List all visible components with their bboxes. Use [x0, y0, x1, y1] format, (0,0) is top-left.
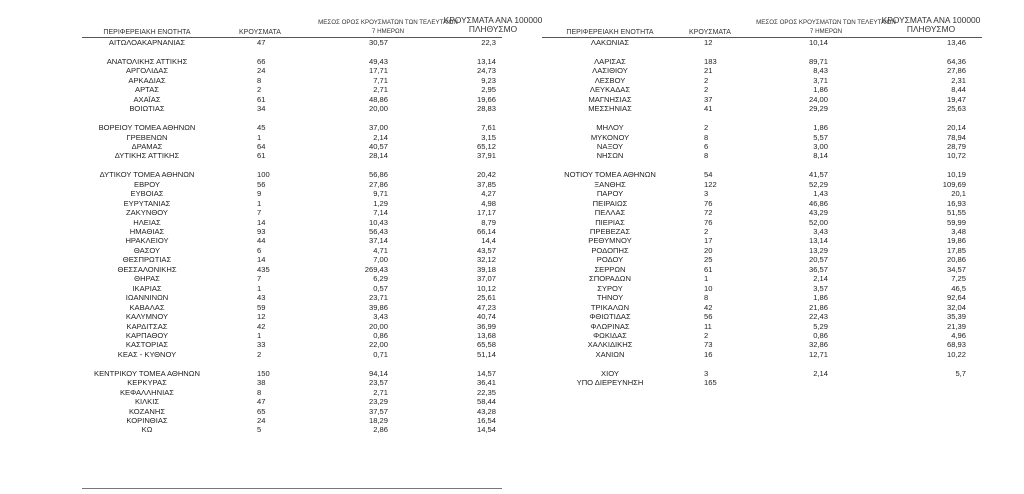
per100k-value: 28,79	[946, 141, 966, 151]
cases-value: 24	[257, 66, 266, 76]
region-name: ΤΗΝΟΥ	[596, 293, 624, 303]
cases-value: 2	[704, 330, 709, 340]
cases-value: 72	[704, 208, 713, 218]
table-row	[0, 104, 1024, 114]
per100k-value: 8,44	[951, 85, 966, 95]
per100k-value: 13,46	[946, 38, 966, 47]
cases-value: 34	[257, 104, 266, 114]
avg7-value: 28,14	[368, 151, 388, 161]
per100k-value: 78,94	[946, 132, 966, 142]
cases-value: 61	[704, 264, 713, 274]
cases-value: 1	[257, 283, 262, 293]
region-name: ΚΑΛΥΜΝΟΥ	[125, 312, 169, 322]
per100k-value: 4,27	[481, 189, 496, 199]
per100k-value: 36,41	[476, 378, 496, 388]
avg7-value: 3,00	[813, 141, 828, 151]
per100k-value: 27,86	[946, 66, 966, 76]
per100k-value: 2,31	[951, 75, 966, 85]
region-name: ΧΑΝΙΩΝ	[595, 349, 625, 359]
avg7-value: 2,14	[373, 132, 388, 142]
region-name: ΙΩΑΝΝΙΝΩΝ	[125, 293, 169, 303]
cases-value: 16	[704, 349, 713, 359]
region-name: ΑΡΤΑΣ	[135, 85, 159, 95]
region-name: ΑΧΑΪΑΣ	[133, 94, 161, 104]
per100k-value: 46,5	[951, 283, 966, 293]
region-name: ΡΟΔΟΥ	[596, 255, 624, 265]
region-name: ΝΑΞΟΥ	[596, 141, 624, 151]
cases-value: 14	[257, 217, 266, 227]
cases-value: 11	[704, 321, 712, 331]
cases-value: 5	[257, 425, 262, 435]
cases-value: 12	[257, 312, 266, 322]
avg7-value: 7,71	[373, 75, 388, 85]
per100k-value: 14,54	[476, 425, 496, 435]
avg7-value: 9,71	[373, 189, 388, 199]
region-name: ΑΙΤΩΛΟΑΚΑΡΝΑΝΙΑΣ	[108, 38, 186, 47]
region-name: ΒΟΡΕΙΟΥ ΤΟΜΕΑ ΑΘΗΝΩΝ	[98, 123, 196, 133]
per100k-value: 68,93	[946, 340, 966, 350]
cases-value: 1	[257, 132, 262, 142]
per100k-value: 25,61	[476, 293, 496, 303]
region-name: ΛΕΥΚΑΔΑΣ	[589, 85, 631, 95]
cases-value: 45	[257, 123, 266, 133]
region-name: ΦΛΩΡΙΝΑΣ	[590, 321, 630, 331]
avg7-value: 49,43	[368, 56, 388, 66]
avg7-value: 7,00	[373, 255, 388, 265]
cases-value: 8	[257, 387, 262, 397]
avg7-value: 21,86	[808, 302, 828, 312]
table-row	[0, 38, 1024, 48]
region-name: ΚΑΒΑΛΑΣ	[129, 302, 165, 312]
region-name: ΗΜΑΘΙΑΣ	[129, 227, 165, 236]
per100k-value: 64,36	[946, 56, 966, 66]
region-name: ΡΟΔΟΠΗΣ	[591, 245, 629, 255]
region-name: ΥΠΟ ΔΙΕΡΕΥΝΗΣΗ	[576, 378, 644, 388]
cases-value: 7	[257, 208, 262, 218]
avg7-value: 7,14	[373, 208, 388, 218]
cases-value: 21	[704, 66, 713, 76]
avg7-value: 37,14	[368, 236, 388, 246]
region-name: ΔΥΤΙΚΟΥ ΤΟΜΕΑ ΑΘΗΝΩΝ	[99, 170, 195, 180]
avg7-value: 5,57	[813, 132, 828, 142]
per100k-value: 7,25	[951, 274, 966, 284]
cases-value: 6	[704, 141, 709, 151]
avg7-value: 2,71	[373, 387, 388, 397]
cases-value: 2	[704, 85, 709, 95]
avg7-value: 1,86	[813, 293, 828, 303]
per100k-value: 10,19	[946, 170, 966, 180]
cases-value: 47	[257, 38, 266, 47]
per100k-value: 8,79	[481, 217, 496, 227]
cases-value: 76	[704, 217, 713, 227]
per100k-value: 22,35	[476, 387, 496, 397]
cases-value: 38	[257, 378, 266, 388]
avg7-value: 29,29	[808, 104, 828, 114]
per100k-value: 20,42	[476, 170, 496, 180]
per100k-value: 34,57	[946, 264, 966, 274]
avg7-value: 23,71	[368, 293, 388, 303]
per100k-value: 14,57	[476, 368, 496, 378]
table-row	[0, 350, 1024, 360]
avg7-value: 269,43	[364, 264, 388, 274]
region-name: ΚΑΣΤΟΡΙΑΣ	[125, 340, 169, 350]
region-name: ΠΑΡΟΥ	[596, 189, 624, 199]
right-header-region: ΠΕΡΙΦΕΡΕΙΑΚΗ ΕΝΟΤΗΤΑ	[566, 29, 654, 36]
cases-value: 42	[257, 321, 266, 331]
avg7-value: 0,57	[373, 283, 388, 293]
per100k-value: 14,4	[481, 236, 496, 246]
region-name: ΞΑΝΘΗΣ	[594, 179, 626, 189]
cases-value: 24	[257, 416, 266, 425]
cases-value: 56	[257, 179, 266, 189]
cases-value: 54	[704, 170, 713, 180]
cases-value: 2	[257, 349, 262, 359]
per100k-value: 25,63	[946, 104, 966, 114]
per100k-value: 13,68	[476, 330, 496, 340]
left-header-per100k: ΚΡΟΥΣΜΑΤΑ ΑΝΑ 100000 ΠΛΗΘΥΣΜΟ	[443, 15, 543, 34]
region-name: ΚΕΦΑΛΛΗΝΙΑΣ	[119, 387, 175, 397]
avg7-value: 32,86	[808, 340, 828, 350]
per100k-value: 24,73	[476, 66, 496, 76]
region-name: ΕΥΡΥΤΑΝΙΑΣ	[123, 198, 171, 208]
left-header-cases: ΚΡΟΥΣΜΑΤΑ	[239, 29, 281, 36]
per100k-value: 3,48	[951, 227, 966, 236]
region-name: ΧΙΟΥ	[601, 368, 619, 378]
region-name: ΚΩ	[141, 425, 153, 435]
avg7-value: 1,29	[373, 198, 388, 208]
avg7-value: 3,57	[813, 283, 828, 293]
avg7-value: 22,00	[368, 340, 388, 350]
cases-value: 17	[704, 236, 713, 246]
region-name: ΓΡΕΒΕΝΩΝ	[126, 132, 168, 142]
avg7-value: 3,71	[813, 75, 828, 85]
avg7-value: 20,57	[808, 255, 828, 265]
avg7-value: 10,14	[808, 38, 828, 47]
region-name: ΠΙΕΡΙΑΣ	[595, 217, 625, 227]
region-name: ΠΕΙΡΑΙΩΣ	[592, 198, 628, 208]
avg7-value: 20,00	[368, 321, 388, 331]
cases-value: 33	[257, 340, 266, 350]
avg7-value: 4,71	[373, 245, 388, 255]
per100k-value: 5,7	[955, 368, 966, 378]
avg7-value: 41,57	[808, 170, 828, 180]
per100k-value: 40,74	[476, 312, 496, 322]
left-bottom-rule	[82, 488, 502, 489]
cases-value: 14	[257, 255, 266, 265]
avg7-value: 8,43	[813, 66, 828, 76]
cases-value: 165	[704, 378, 717, 388]
cases-value: 1	[257, 198, 262, 208]
avg7-value: 12,71	[808, 349, 828, 359]
cases-value: 65	[257, 406, 266, 416]
cases-value: 76	[704, 198, 713, 208]
cases-value: 3	[704, 368, 709, 378]
region-name: ΗΛΕΙΑΣ	[133, 217, 161, 227]
cases-value: 8	[704, 132, 709, 142]
region-name: ΛΕΣΒΟΥ	[594, 75, 626, 85]
region-name: ΚΕΝΤΡΙΚΟΥ ΤΟΜΕΑ ΑΘΗΝΩΝ	[94, 368, 200, 378]
avg7-value: 46,86	[808, 198, 828, 208]
cases-value: 8	[704, 293, 709, 303]
avg7-value: 6,29	[373, 274, 388, 284]
cases-value: 2	[704, 75, 709, 85]
cases-value: 44	[257, 236, 266, 246]
avg7-value: 37,00	[368, 123, 388, 133]
region-name: ΣΥΡΟΥ	[597, 283, 623, 293]
cases-value: 37	[704, 94, 713, 104]
region-name: ΦΘΙΩΤΙΔΑΣ	[589, 312, 631, 322]
region-name: ΜΑΓΝΗΣΙΑΣ	[588, 94, 632, 104]
avg7-value: 20,00	[368, 104, 388, 114]
region-name: ΠΕΛΛΑΣ	[594, 208, 626, 218]
left-header-avg7: ΜΕΣΟΣ ΟΡΟΣ ΚΡΟΥΣΜΑΤΩΝ ΤΩΝ ΤΕΛΕΥΤΑΙΩΝ 7 ΗΜΕΡΩΝ	[318, 19, 458, 35]
avg7-value: 17,71	[368, 66, 388, 76]
avg7-value: 94,14	[368, 368, 388, 378]
per100k-value: 51,14	[476, 349, 496, 359]
region-name: ΣΠΟΡΑΔΩΝ	[589, 274, 631, 284]
avg7-value: 89,71	[808, 56, 828, 66]
avg7-value: 0,86	[813, 330, 828, 340]
region-name: ΜΥΚΟΝΟΥ	[590, 132, 630, 142]
region-name: ΘΕΣΠΡΩΤΙΑΣ	[122, 255, 172, 265]
per100k-value: 16,93	[946, 198, 966, 208]
region-name: ΚΑΡΠΑΘΟΥ	[125, 330, 169, 340]
table-row	[0, 425, 1024, 435]
region-name: ΛΑΡΙΣΑΣ	[594, 56, 626, 66]
per100k-value: 10,22	[946, 349, 966, 359]
cases-value: 183	[704, 56, 717, 66]
region-name: ΚΑΡΔΙΤΣΑΣ	[126, 321, 168, 331]
avg7-value: 52,29	[808, 179, 828, 189]
per100k-value: 51,55	[946, 208, 966, 218]
cases-value: 6	[257, 245, 262, 255]
cases-value: 61	[257, 94, 266, 104]
per100k-value: 20,14	[946, 123, 966, 133]
per100k-value: 35,39	[946, 312, 966, 322]
region-name: ΑΝΑΤΟΛΙΚΗΣ ΑΤΤΙΚΗΣ	[106, 56, 188, 66]
region-name: ΔΥΤΙΚΗΣ ΑΤΤΙΚΗΣ	[114, 151, 180, 161]
cases-value: 8	[257, 75, 262, 85]
per100k-value: 9,23	[481, 75, 496, 85]
avg7-value: 36,57	[808, 264, 828, 274]
per100k-value: 20,1	[951, 189, 966, 199]
avg7-value: 37,57	[368, 406, 388, 416]
right-header-cases: ΚΡΟΥΣΜΑΤΑ	[689, 29, 731, 36]
region-name: ΘΗΡΑΣ	[134, 274, 160, 284]
avg7-value: 56,86	[368, 170, 388, 180]
avg7-value: 0,86	[373, 330, 388, 340]
region-name: ΑΡΚΑΔΙΑΣ	[128, 75, 166, 85]
cases-value: 2	[704, 227, 709, 236]
region-name: ΠΡΕΒΕΖΑΣ	[589, 227, 631, 236]
avg7-value: 22,43	[808, 312, 828, 322]
per100k-value: 65,58	[476, 340, 496, 350]
cases-value: 8	[704, 151, 709, 161]
avg7-value: 1,86	[813, 85, 828, 95]
avg7-value: 48,86	[368, 94, 388, 104]
avg7-value: 1,86	[813, 123, 828, 133]
per100k-value: 32,12	[476, 255, 496, 265]
avg7-value: 39,86	[368, 302, 388, 312]
per100k-value: 21,39	[946, 321, 966, 331]
avg7-value: 2,14	[813, 274, 828, 284]
region-name: ΗΡΑΚΛΕΙΟΥ	[125, 236, 169, 246]
avg7-value: 13,29	[808, 245, 828, 255]
region-name: ΚΙΛΚΙΣ	[134, 397, 160, 407]
cases-value: 100	[257, 170, 270, 180]
per100k-value: 10,72	[946, 151, 966, 161]
per100k-value: 37,91	[476, 151, 496, 161]
region-name: ΑΡΓΟΛΙΔΑΣ	[125, 66, 169, 76]
region-name: ΚΟΡΙΝΘΙΑΣ	[126, 416, 168, 425]
region-name: ΤΡΙΚΑΛΩΝ	[590, 302, 630, 312]
right-header-avg7: ΜΕΣΟΣ ΟΡΟΣ ΚΡΟΥΣΜΑΤΩΝ ΤΩΝ ΤΕΛΕΥΤΑΙΩΝ 7 ΗΜΕΡΩΝ	[756, 19, 896, 35]
per100k-value: 66,14	[476, 227, 496, 236]
region-name: ΕΒΡΟΥ	[134, 179, 160, 189]
per100k-value: 7,61	[481, 123, 496, 133]
cases-value: 42	[704, 302, 713, 312]
per100k-value: 17,85	[946, 245, 966, 255]
region-name: ΛΑΣΙΘΙΟΥ	[592, 66, 628, 76]
per100k-value: 2,95	[481, 85, 496, 95]
region-name: ΔΡΑΜΑΣ	[131, 141, 163, 151]
per100k-value: 13,14	[476, 56, 496, 66]
per100k-value: 65,12	[476, 141, 496, 151]
avg7-value: 52,00	[808, 217, 828, 227]
region-name: ΡΕΘΥΜΝΟΥ	[588, 236, 632, 246]
per100k-value: 17,17	[476, 208, 496, 218]
cases-value: 1	[257, 330, 262, 340]
cases-value: 2	[257, 85, 262, 95]
per100k-value: 3,15	[481, 132, 496, 142]
per100k-value: 43,28	[476, 406, 496, 416]
region-name: ΘΕΣΣΑΛΟΝΙΚΗΣ	[117, 264, 177, 274]
per100k-value: 43,57	[476, 245, 496, 255]
table-row	[0, 378, 1024, 388]
table-row	[0, 151, 1024, 161]
avg7-value: 56,43	[368, 227, 388, 236]
avg7-value: 3,43	[813, 227, 828, 236]
cases-value: 73	[704, 340, 713, 350]
cases-value: 10	[704, 283, 713, 293]
cases-value: 1	[704, 274, 709, 284]
cases-value: 7	[257, 274, 262, 284]
region-name: ΕΥΒΟΙΑΣ	[130, 189, 164, 199]
avg7-value: 24,00	[808, 94, 828, 104]
avg7-value: 3,43	[373, 312, 388, 322]
region-name: ΘΑΣΟΥ	[133, 245, 161, 255]
cases-value: 3	[704, 189, 709, 199]
cases-value: 66	[257, 56, 266, 66]
cases-value: 25	[704, 255, 713, 265]
cases-value: 47	[257, 397, 266, 407]
right-header-per100k: ΚΡΟΥΣΜΑΤΑ ΑΝΑ 100000 ΠΛΗΘΥΣΜΟ	[881, 15, 981, 34]
cases-value: 56	[704, 312, 713, 322]
region-name: ΦΩΚΙΔΑΣ	[593, 330, 627, 340]
region-name: ΝΟΤΙΟΥ ΤΟΜΕΑ ΑΘΗΝΩΝ	[564, 170, 656, 180]
region-name: ΖΑΚΥΝΘΟΥ	[126, 208, 168, 218]
per100k-value: 22,3	[481, 38, 496, 47]
avg7-value: 13,14	[808, 236, 828, 246]
per100k-value: 10,12	[476, 283, 496, 293]
avg7-value: 8,14	[813, 151, 828, 161]
cases-value: 61	[257, 151, 266, 161]
region-name: ΧΑΛΚΙΔΙΚΗΣ	[587, 340, 633, 350]
region-name: ΝΗΣΩΝ	[596, 151, 624, 161]
per100k-value: 4,98	[481, 198, 496, 208]
cases-value: 435	[257, 264, 270, 274]
region-name: ΚΕΑΣ - ΚΥΘΝΟΥ	[117, 349, 177, 359]
per100k-value: 109,69	[942, 179, 966, 189]
avg7-value: 18,29	[368, 416, 388, 425]
avg7-value: 2,14	[813, 368, 828, 378]
cases-value: 59	[257, 302, 266, 312]
cases-value: 93	[257, 227, 266, 236]
avg7-value: 40,57	[368, 141, 388, 151]
per100k-value: 19,47	[946, 94, 966, 104]
per100k-value: 47,23	[476, 302, 496, 312]
cases-value: 12	[704, 38, 713, 47]
per100k-value: 37,85	[476, 179, 496, 189]
cases-value: 43	[257, 293, 266, 303]
avg7-value: 1,43	[813, 189, 828, 199]
region-name: ΒΟΙΩΤΙΑΣ	[129, 104, 165, 114]
region-name: ΜΗΛΟΥ	[596, 123, 624, 133]
per100k-value: 4,96	[951, 330, 966, 340]
per100k-value: 28,83	[476, 104, 496, 114]
avg7-value: 2,71	[373, 85, 388, 95]
per100k-value: 39,18	[476, 264, 496, 274]
avg7-value: 27,86	[368, 179, 388, 189]
region-name: ΚΕΡΚΥΡΑΣ	[127, 378, 167, 388]
avg7-value: 43,29	[808, 208, 828, 218]
per100k-value: 37,07	[476, 274, 496, 284]
per100k-value: 36,99	[476, 321, 496, 331]
per100k-value: 58,44	[476, 397, 496, 407]
region-name: ΣΕΡΡΩΝ	[594, 264, 626, 274]
per100k-value: 16,54	[476, 416, 496, 425]
per100k-value: 20,86	[946, 255, 966, 265]
avg7-value: 2,86	[373, 425, 388, 435]
avg7-value: 23,57	[368, 378, 388, 388]
per100k-value: 19,86	[946, 236, 966, 246]
cases-value: 64	[257, 141, 266, 151]
per100k-value: 32,04	[946, 302, 966, 312]
cases-value: 150	[257, 368, 270, 378]
per100k-value: 92,64	[946, 293, 966, 303]
region-name: ΙΚΑΡΙΑΣ	[132, 283, 162, 293]
per100k-value: 19,66	[476, 94, 496, 104]
avg7-value: 0,71	[373, 349, 388, 359]
cases-value: 9	[257, 189, 262, 199]
region-name: ΚΟΖΑΝΗΣ	[128, 406, 166, 416]
cases-value: 41	[704, 104, 713, 114]
region-name: ΛΑΚΩΝΙΑΣ	[590, 38, 630, 47]
cases-value: 20	[704, 245, 713, 255]
avg7-value: 10,43	[368, 217, 388, 227]
per100k-value: 59,99	[946, 217, 966, 227]
avg7-value: 23,29	[368, 397, 388, 407]
left-header-region: ΠΕΡΙΦΕΡΕΙΑΚΗ ΕΝΟΤΗΤΑ	[103, 29, 191, 36]
cases-value: 2	[704, 123, 709, 133]
avg7-value: 5,29	[813, 321, 828, 331]
cases-value: 122	[704, 179, 717, 189]
region-name: ΜΕΣΣΗΝΙΑΣ	[588, 104, 632, 114]
avg7-value: 30,57	[368, 38, 388, 47]
